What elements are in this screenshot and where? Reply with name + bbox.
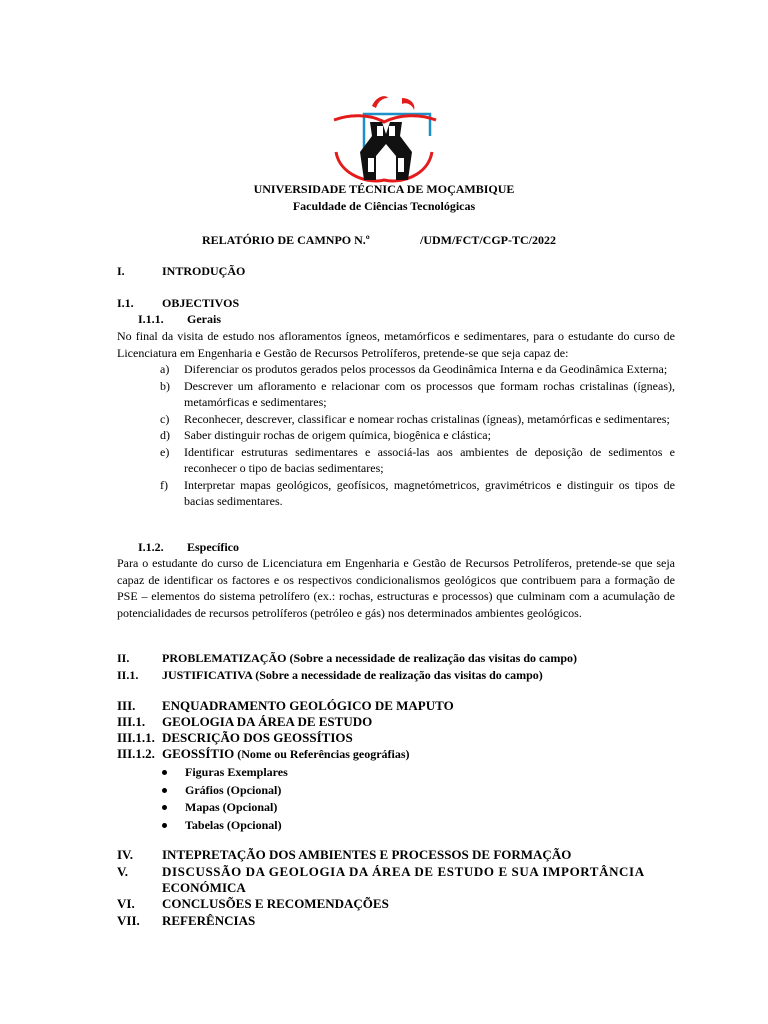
list-marker: b) <box>160 378 170 393</box>
list-item <box>117 477 675 510</box>
list-item <box>117 378 675 411</box>
section-title: DISCUSSÃO DA GEOLOGIA DA ÁREA DE ESTUDO E SUA IMPORTÂNCIA <box>162 864 645 879</box>
bullet-icon <box>162 770 167 775</box>
section-number: III.1.1. <box>117 730 155 745</box>
udm-university-logo <box>330 92 438 184</box>
section-heading-geossitio <box>117 746 410 763</box>
section-title: CONCLUSÕES E RECOMENDAÇÕES <box>162 896 389 911</box>
section-heading-problematizacao <box>117 650 577 667</box>
section-number: V. <box>117 864 128 879</box>
list-item-text: Reconhecer, descrever, classificar e nomear rochas cristalinas (ígneas), metamórficas e sedimentares; <box>184 411 670 426</box>
section-heading-discussao <box>117 864 645 881</box>
list-marker: c) <box>160 411 170 426</box>
list-item <box>117 427 675 444</box>
section-heading-interpretacao <box>117 847 571 864</box>
section-title: GEOSSÍTIO <box>162 746 235 761</box>
section-heading-conclusoes <box>117 896 389 913</box>
section-title: OBJECTIVOS <box>162 296 240 310</box>
section-number: II. <box>117 651 130 665</box>
bullet-icon <box>162 788 167 793</box>
section-number: I. <box>117 264 125 278</box>
section-number: III.1. <box>117 714 146 729</box>
university-name: UNIVERSIDADE TÉCNICA DE MOÇAMBIQUE <box>253 182 515 196</box>
list-item <box>117 444 675 477</box>
section-number: VII. <box>117 913 140 928</box>
section-heading-objectivos <box>117 295 239 312</box>
list-marker: d) <box>160 428 170 442</box>
subsection-number: I.1.1. <box>138 312 164 326</box>
section-title: REFERÊNCIAS <box>162 913 256 928</box>
section-number: VI. <box>117 896 135 911</box>
logo-red-flame-right <box>402 98 414 110</box>
logo-red-arc <box>334 116 436 122</box>
list-marker: a) <box>160 362 170 376</box>
subsection-title-especifico: Específico <box>187 540 239 554</box>
section-heading-referencias <box>117 913 255 930</box>
subsection-title-gerais: Gerais <box>187 312 221 326</box>
section-title: PROBLEMATIZAÇÃO (Sobre a necessidade de realização das visitas do campo) <box>162 651 578 665</box>
list-item-text: Diferenciar os produtos gerados pelos processos da Geodinâmica Interna e da Geodinâmica Externa; <box>184 362 668 376</box>
list-item-text: Figuras Exemplares <box>185 765 288 779</box>
section-note: (Nome ou Referências geográfias) <box>234 747 410 761</box>
list-marker: f) <box>160 477 168 492</box>
section-heading-justificativa <box>117 667 543 684</box>
list-item <box>117 361 675 378</box>
section-title: INTEPRETAÇÃO DOS AMBIENTES E PROCESSOS DE FORMAÇÃO <box>162 847 572 862</box>
list-item-text: Saber distinguir rochas de origem química, biogênica e clástica; <box>184 428 491 442</box>
list-item <box>160 817 288 835</box>
bullet-icon <box>162 823 167 828</box>
list-item-text: Identificar estruturas sedimentares e associá-las aos ambientes de deposição de sedimentos e reconhecer o tipo de bacias sedimentares; <box>184 444 675 475</box>
list-item <box>160 764 288 782</box>
section-title: DESCRIÇÃO DOS GEOSSÍTIOS <box>162 730 353 745</box>
general-objectives-list <box>117 361 675 510</box>
section-number: IV. <box>117 847 134 862</box>
section-heading-geologia-area <box>117 714 372 731</box>
section-number: I.1. <box>117 296 134 310</box>
specific-objective-paragraph: Para o estudante do curso de Licenciatura em Engenharia e Gestão de Recursos Petrolíferos, pretende-se que seja capaz de identificar os factores e os respectivos condicionalismos geológicos que contribuem para a formação de PSE – elementos do sistema petrolífero (ex.: rochas, estructuras e processos) que culminam com a acumulação de potencialidades de recursos petrolíferos (petróleo e gás) nos determinados ambientes geológicos. <box>117 556 675 620</box>
report-code: /UDM/FCT/CGP-TC/2022 <box>420 233 556 247</box>
logo-red-flame-left <box>372 96 388 108</box>
section-number: III.1.2. <box>117 746 155 761</box>
logo-black-figure <box>360 122 412 180</box>
geossitio-bullet-list <box>160 764 288 834</box>
section-title: ENQUADRAMENTO GEOLÓGICO DE MAPUTO <box>162 698 454 713</box>
section-title: INTRODUÇÃO <box>162 264 246 278</box>
section-number: III. <box>117 698 136 713</box>
section-number: II.1. <box>117 668 139 682</box>
section-heading-descricao-geossitios <box>117 730 353 747</box>
general-objectives-intro: No final da visita de estudo nos afloramentos ígneos, metamórficos e sedimentares, para o estudante do curso de Licenciatura em Engenharia e Gestão de Recursos Petrolíferos, pretende-se que seja capaz de: <box>117 329 675 360</box>
list-marker: e) <box>160 444 170 459</box>
section-heading-enquadramento <box>117 698 454 715</box>
bullet-icon <box>162 805 167 810</box>
logo-red-ring <box>336 152 432 181</box>
subsection-number: I.1.2. <box>138 540 164 554</box>
section-title: JUSTIFICATIVA (Sobre a necessidade de realização das visitas do campo) <box>162 668 543 682</box>
list-item-text: Gráfios (Opcional) <box>185 782 282 797</box>
list-item <box>160 799 288 817</box>
list-item-text: Descrever um afloramento e relacionar com os processos que formam rochas cristalinas (ígneas), metamórficas e sedimentares; <box>184 378 675 409</box>
list-item <box>160 782 288 800</box>
report-title: RELATÓRIO DE CAMNPO N.º <box>202 233 370 247</box>
list-item-text: Mapas (Opcional) <box>185 800 278 814</box>
list-item-text: Interpretar mapas geológicos, geofísicos, magnetómetricos, gravimétricos e distinguir os tipos de bacias sedimentares. <box>184 477 675 508</box>
list-item-text: Tabelas (Opcional) <box>185 817 282 832</box>
section-title: GEOLOGIA DA ÁREA DE ESTUDO <box>162 714 373 729</box>
list-item <box>117 411 675 428</box>
faculty-name: Faculdade de Ciências Tecnológicas <box>292 199 476 213</box>
section-heading-discussao-continued: ECONÓMICA <box>162 880 246 895</box>
section-heading-introducao <box>117 263 245 280</box>
